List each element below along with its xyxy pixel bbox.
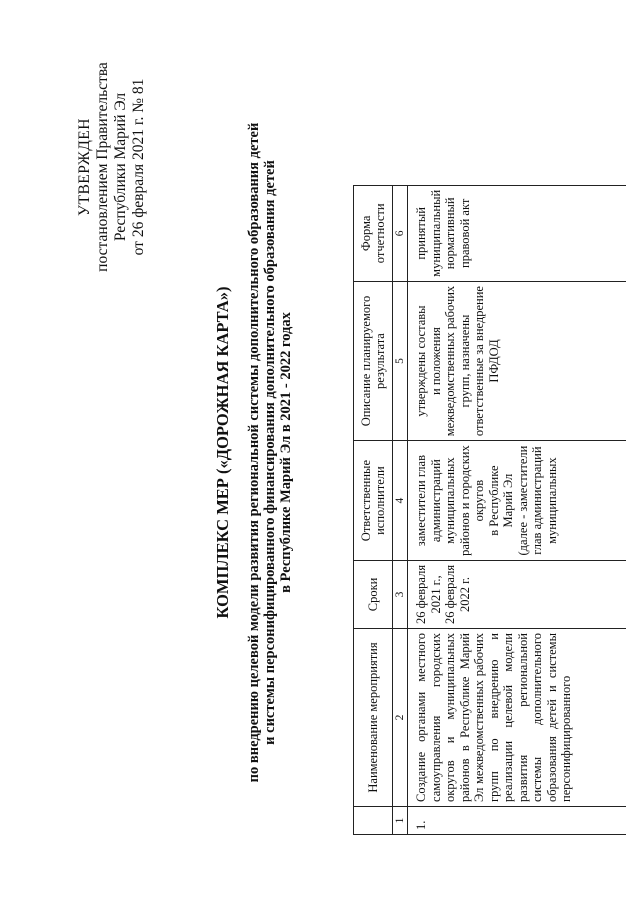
report-form-cell [408, 185, 627, 281]
responsible-line: районов и городских [457, 445, 472, 556]
terms-line: 2021 г., [428, 575, 443, 614]
responsible-line: в Республике [486, 465, 501, 536]
report-form-line: нормативный [443, 197, 457, 270]
header-cell: Описание планируемого результата [354, 281, 393, 440]
header-cell: Сроки [354, 560, 393, 628]
title-line-3: в Республике Марий Эл в 2021 - 2022 годах [278, 312, 294, 593]
terms-cell [408, 560, 627, 628]
result-line: межведомственных рабочих [443, 285, 457, 437]
terms-line: 26 февраля [414, 564, 428, 624]
measures-table [353, 185, 626, 835]
header-cell [354, 807, 393, 835]
header-cell: Форма отчетности [354, 185, 393, 281]
result-line: утверждены составы [414, 305, 428, 417]
approval-stamp [76, 37, 148, 297]
table-header-row [354, 185, 393, 834]
terms-line: 2022 г. [457, 576, 472, 612]
result-line: ответственные за внедрение [472, 286, 486, 437]
result-line: ПФДОД [486, 339, 501, 383]
responsible-line: муниципальных [544, 457, 559, 544]
row-number: 1. [408, 807, 627, 835]
column-number: 4 [393, 441, 408, 561]
column-number: 5 [393, 281, 408, 440]
report-form-line: правовой акт [457, 198, 472, 268]
result-line: и положения [428, 327, 443, 395]
column-number: 1 [393, 807, 408, 835]
responsible-line: муниципальных [443, 457, 457, 544]
measure-name-cell: Создание органами местного самоуправления городских округов и муниципальных районов в Республике Марий Эл межведомственных рабочих групп по внедрению и реализации целевой модели развития региональной системы дополнительного образования детей и системы персонифицированного [408, 629, 627, 807]
approval-line-republic: Республики Марий Эл [112, 92, 129, 242]
approval-line-decree: постановлением Правительства [94, 62, 111, 272]
approval-heading: УТВЕРЖДЕН [76, 118, 93, 216]
responsible-line: (далее - заместители [515, 445, 530, 556]
column-number: 2 [393, 629, 408, 807]
responsible-line: округов [472, 479, 486, 522]
report-form-line: принятый [414, 207, 428, 260]
table-column-numbers-row [393, 185, 408, 834]
result-cell [408, 281, 627, 440]
responsible-line: заместители глав [414, 455, 428, 547]
responsible-line: администраций [428, 459, 443, 543]
title-main: КОМПЛЕКС МЕР («ДОРОЖНАЯ КАРТА») [213, 286, 232, 619]
title-line-1: по внедрению целевой модели развития региональной системы дополнительного образования детей [246, 122, 262, 783]
table-row [408, 185, 627, 834]
responsible-line: Марий Эл [501, 473, 515, 528]
terms-line: 26 февраля [443, 564, 457, 624]
approval-line-date: от 26 февраля 2021 г. № 81 [130, 78, 147, 256]
result-line: групп, назначены [457, 314, 472, 408]
document-title [212, 30, 294, 875]
report-form-line: муниципальный [428, 189, 443, 277]
header-cell: Наименование мероприятия [354, 629, 393, 807]
responsible-line: глав администраций [530, 446, 544, 555]
header-cell: Ответственные исполнители [354, 441, 393, 561]
column-number: 3 [393, 560, 408, 628]
column-number: 6 [393, 185, 408, 281]
responsible-cell [408, 441, 627, 561]
title-line-2: и системы персонифицированного финансирования дополнительного образования детей [262, 160, 278, 745]
